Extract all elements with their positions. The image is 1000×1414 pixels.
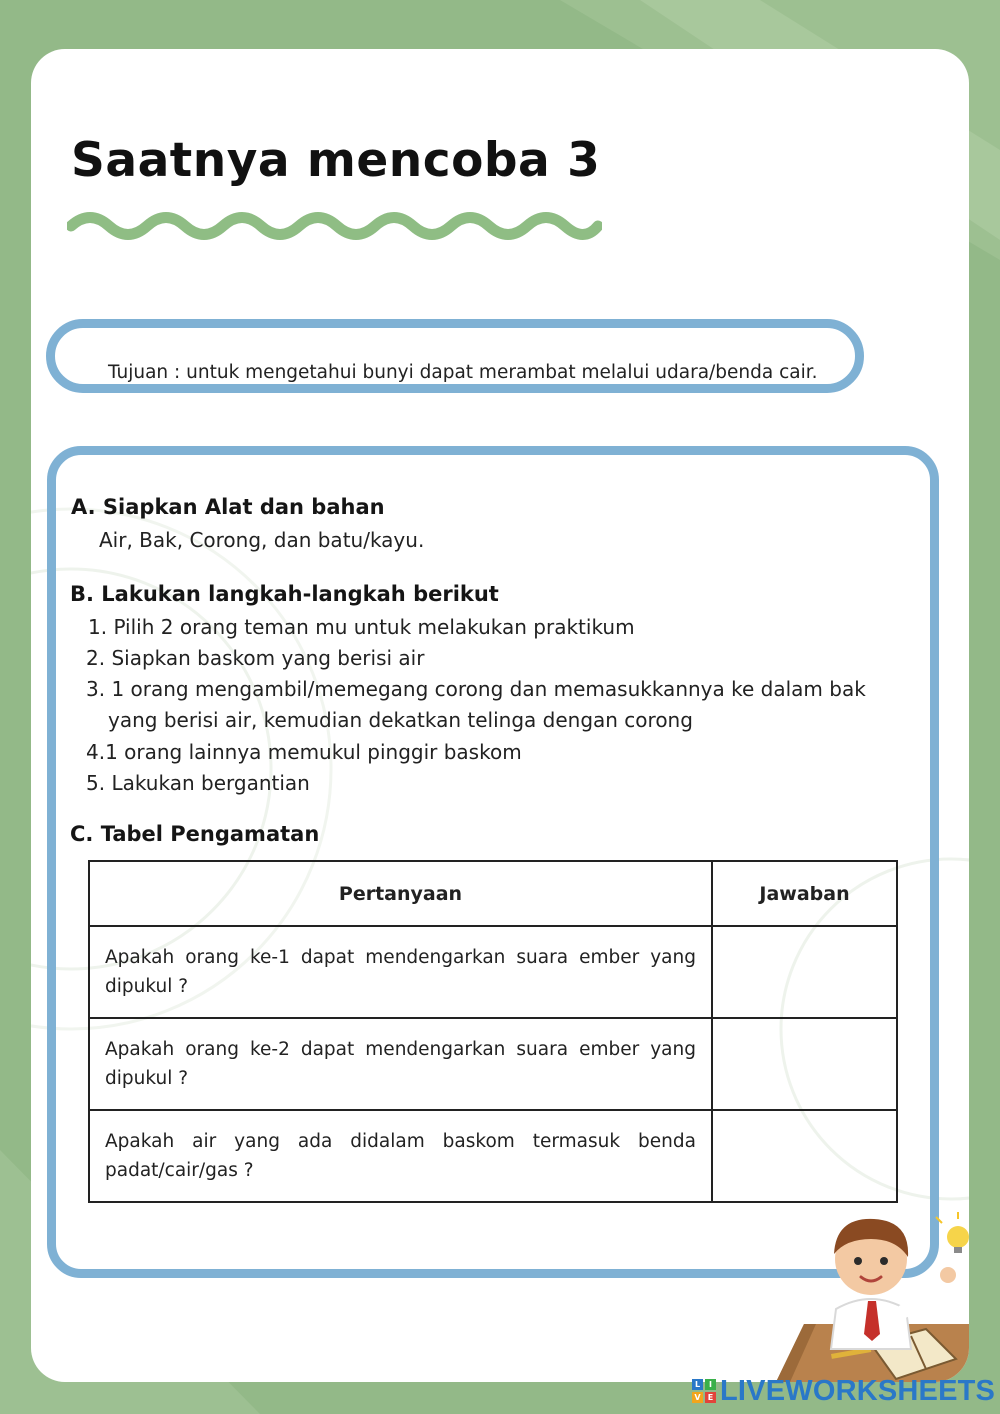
table-row <box>89 926 897 1018</box>
section-a-text: Air, Bak, Corong, dan batu/kayu. <box>99 528 425 552</box>
header-answer: Jawaban <box>712 861 897 926</box>
question-cell: Apakah air yang ada didalam baskom termasuk benda padat/cair/gas ? <box>89 1110 712 1202</box>
section-b-heading: B. Lakukan langkah-langkah berikut <box>70 582 499 606</box>
worksheet-card <box>31 49 969 1382</box>
title-underline-wave <box>67 209 602 243</box>
liveworksheets-logo <box>692 1374 995 1408</box>
question-cell: Apakah orang ke-2 dapat mendengarkan suara ember yang dipukul ? <box>89 1018 712 1110</box>
logo-grid-icon <box>692 1379 716 1403</box>
logo-letter: L <box>692 1379 703 1390</box>
student-illustration <box>776 1209 969 1382</box>
observation-table <box>88 860 898 1203</box>
step-4: 4.1 orang lainnya memukul pinggir baskom <box>86 740 522 764</box>
answer-cell[interactable] <box>712 1018 897 1110</box>
section-c-heading: C. Tabel Pengamatan <box>70 822 320 846</box>
answer-cell[interactable] <box>712 926 897 1018</box>
question-cell: Apakah orang ke-1 dapat mendengarkan suara ember yang dipukul ? <box>89 926 712 1018</box>
step-5: 5. Lakukan bergantian <box>86 771 310 795</box>
answer-cell[interactable] <box>712 1110 897 1202</box>
logo-letter: E <box>705 1392 716 1403</box>
step-3: 3. 1 orang mengambil/memegang corong dan memasukkannya ke dalam bak <box>86 677 866 701</box>
header-question: Pertanyaan <box>89 861 712 926</box>
table-row <box>89 1018 897 1110</box>
section-a-heading: A. Siapkan Alat dan bahan <box>71 495 385 519</box>
step-3-continuation: yang berisi air, kemudian dekatkan telinga dengan corong <box>108 708 693 732</box>
logo-text: LIVEWORKSHEETS <box>720 1374 996 1407</box>
step-2: 2. Siapkan baskom yang berisi air <box>86 646 425 670</box>
logo-letter: V <box>692 1392 703 1403</box>
step-1: 1. Pilih 2 orang teman mu untuk melakukan praktikum <box>88 615 635 639</box>
table-row <box>89 1110 897 1202</box>
logo-letter: I <box>705 1379 716 1390</box>
table-header-row <box>89 861 897 926</box>
goal-text: Tujuan : untuk mengetahui bunyi dapat merambat melalui udara/benda cair. <box>108 362 818 383</box>
page-title: Saatnya mencoba 3 <box>71 133 601 188</box>
